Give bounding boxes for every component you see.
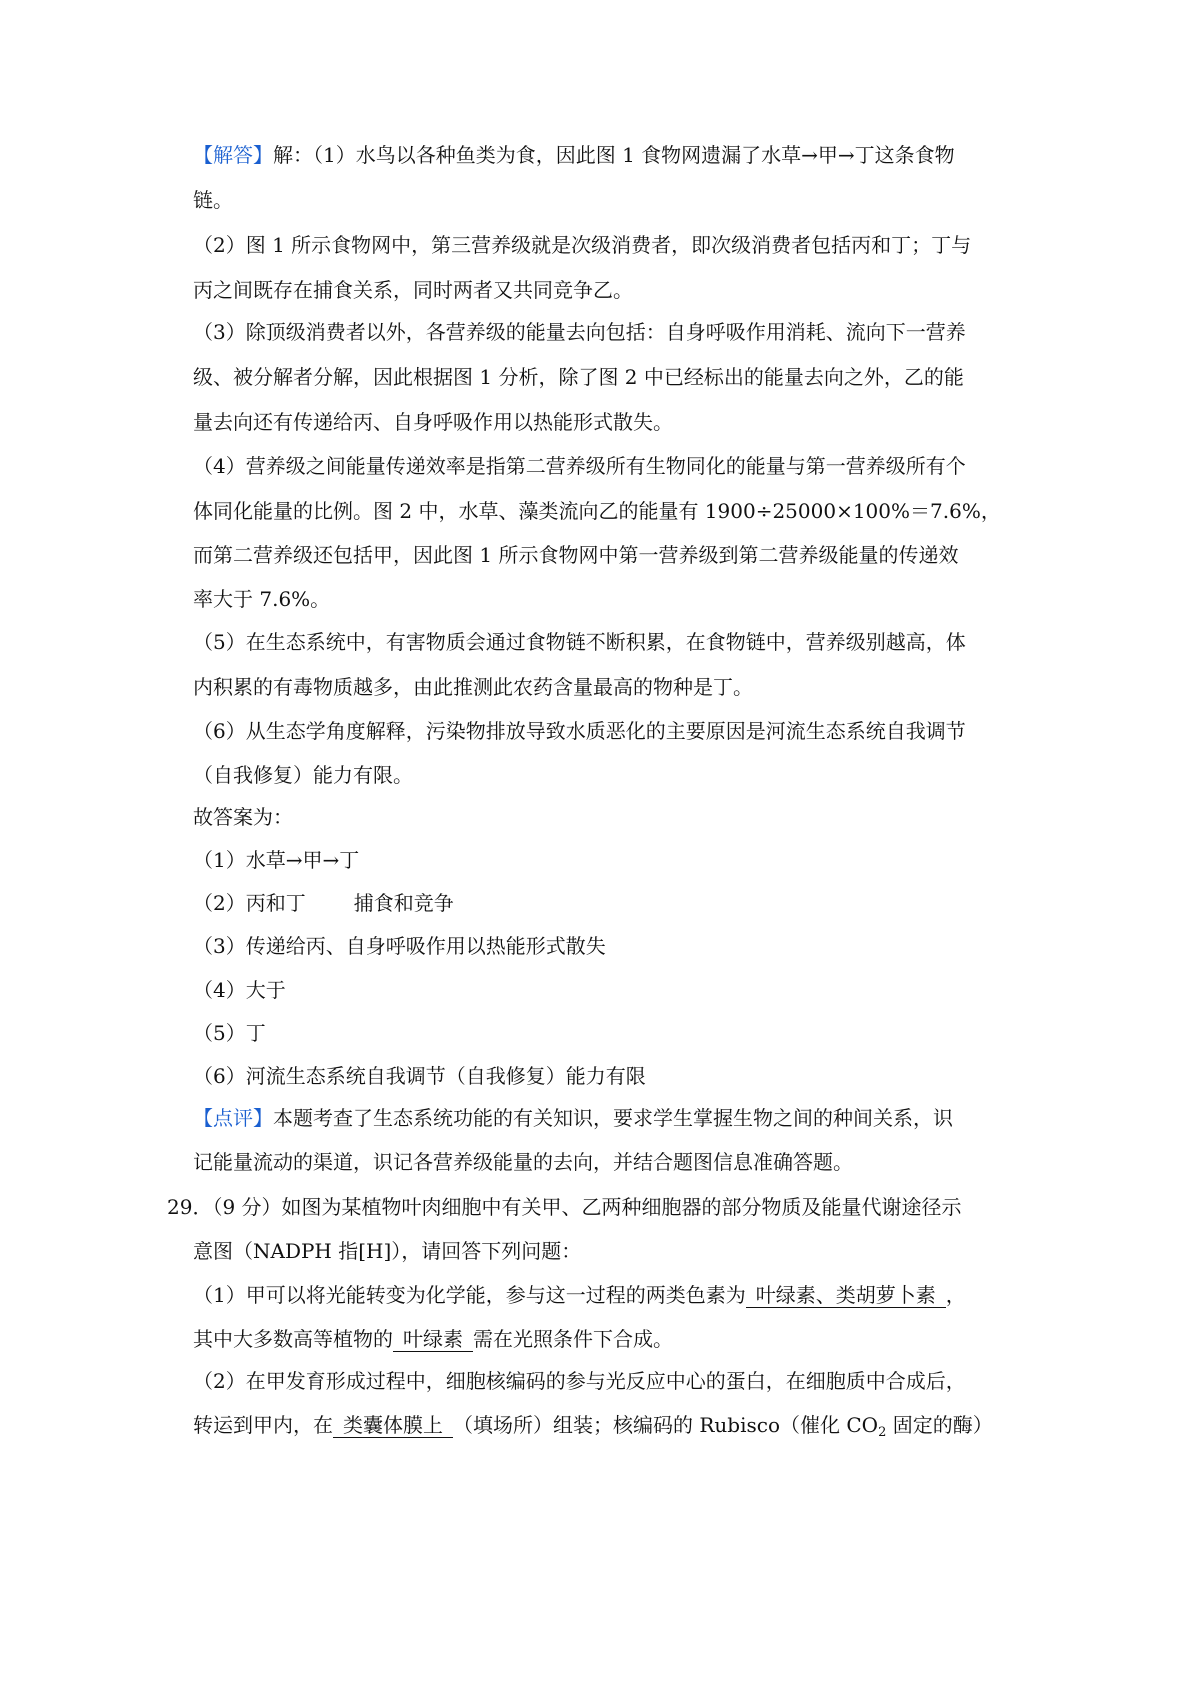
answer-line-14: （6）从生态学角度解释，污染物排放导致水质恶化的主要原因是河流生态系统自我调节	[193, 719, 966, 743]
answer-line-5: （3）除顶级消费者以外，各营养级的能量去向包括：自身呼吸作用消耗、流向下一营养	[193, 320, 966, 344]
final-answer-5: （5）丁	[193, 1021, 266, 1045]
fill-in-blank-2: 叶绿素	[393, 1327, 473, 1352]
question-29-part-2-line-2	[193, 1411, 993, 1439]
answer-line-10: 而第二营养级还包括甲，因此图 1 所示食物网中第一营养级到第二营养级能量的传递效	[193, 543, 959, 567]
q29-p2-text-c: （填场所）组装；核编码的 Rubisco（催化 CO	[453, 1413, 879, 1437]
question-29-line-1	[167, 1193, 962, 1221]
final-answer-3: （3）传递给丙、自身呼吸作用以热能形式散失	[193, 934, 606, 958]
answer-line-15: （自我修复）能力有限。	[193, 763, 413, 787]
final-answer-1: （1）水草→甲→丁	[193, 848, 360, 872]
answer-tag: 【解答】	[193, 143, 273, 167]
answer-line-6: 级、被分解者分解，因此根据图 1 分析，除了图 2 中已经标出的能量去向之外，乙的能	[193, 365, 964, 389]
question-29-text-1: （9 分）如图为某植物叶肉细胞中有关甲、乙两种细胞器的部分物质及能量代谢途径示	[212, 1195, 962, 1219]
comment-tag: 【点评】	[193, 1106, 273, 1130]
answer-line-12: （5）在生态系统中，有害物质会通过食物链不断积累，在食物链中，营养级别越高，体	[193, 630, 966, 654]
answer-line-1	[193, 141, 955, 169]
q29-p1-text-a: （1）甲可以将光能转变为化学能，参与这一过程的两类色素为	[193, 1283, 746, 1307]
answer-line-2: 链。	[193, 188, 233, 212]
comment-line-1	[193, 1104, 953, 1132]
final-answer-4: （4）大于	[193, 978, 286, 1002]
answer-line-9: 体同化能量的比例。图 2 中，水草、藻类流向乙的能量有 1900÷25000×100%＝7.6%，	[193, 499, 1001, 523]
comment-line-2: 记能量流动的渠道，识记各营养级能量的去向，并结合题图信息准确答题。	[193, 1150, 853, 1174]
answer-line-11: 率大于 7.6%。	[193, 587, 331, 611]
fill-in-blank-3: 类囊体膜上	[333, 1413, 453, 1438]
answer-line-8: （4）营养级之间能量传递效率是指第二营养级所有生物同化的能量与第一营养级所有个	[193, 454, 966, 478]
q29-p1-text-b: ，	[945, 1283, 966, 1307]
fill-in-blank-1: 叶绿素、类胡萝卜素	[746, 1283, 946, 1308]
q29-p2-text-b: 转运到甲内，在	[193, 1413, 333, 1437]
question-number: 29．	[167, 1195, 213, 1219]
comment-text-1: 本题考查了生态系统功能的有关知识，要求学生掌握生物之间的种间关系，识	[273, 1106, 953, 1130]
final-answer-6: （6）河流生态系统自我调节（自我修复）能力有限	[193, 1064, 646, 1088]
final-answer-2-text: （2）丙和丁	[193, 891, 306, 915]
final-answer-2-extra: 捕食和竞争	[353, 891, 454, 915]
answer-line-7: 量去向还有传递给丙、自身呼吸作用以热能形式散失。	[193, 410, 673, 434]
q29-p1-text-d: 需在光照条件下合成。	[473, 1327, 673, 1351]
question-29-part-2-line-1: （2）在甲发育形成过程中，细胞核编码的参与光反应中心的蛋白，在细胞质中合成后，	[193, 1369, 966, 1393]
question-29-part-1-line-1	[193, 1281, 966, 1309]
answer-line-3: （2）图 1 所示食物网中，第三营养级就是次级消费者，即次级消费者包括丙和丁；丁与	[193, 233, 972, 257]
answer-line-13: 内积累的有毒物质越多，由此推测此农药含量最高的物种是丁。	[193, 675, 753, 699]
q29-p2-text-d: 固定的酶）	[886, 1413, 993, 1437]
question-29-line-2: 意图（NADPH 指[H]），请回答下列问题：	[193, 1239, 582, 1263]
q29-p1-text-c: 其中大多数高等植物的	[193, 1327, 393, 1351]
answer-text: 解：（1）水鸟以各种鱼类为食，因此图 1 食物网遗漏了水草→甲→丁这条食物	[273, 143, 955, 167]
answer-line-4: 丙之间既存在捕食关系，同时两者又共同竞争乙。	[193, 278, 633, 302]
final-answer-2	[193, 889, 454, 917]
summary-title: 故答案为：	[193, 805, 293, 829]
subscript-2: 2	[878, 1425, 887, 1440]
question-29-part-1-line-2	[193, 1325, 673, 1353]
